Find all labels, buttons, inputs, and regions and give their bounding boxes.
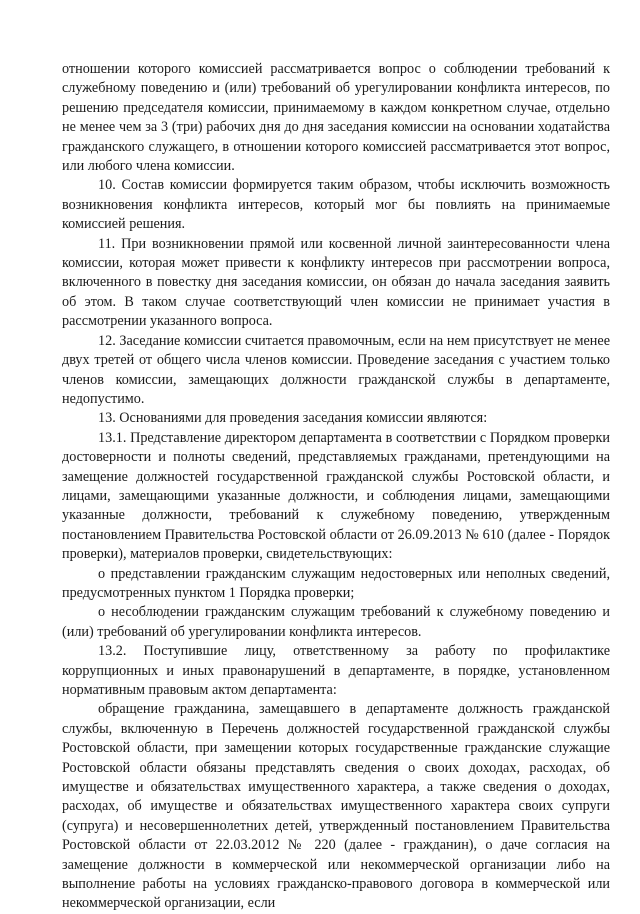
paragraph-item-13: 13. Основаниями для проведения заседания комиссии являются: [98, 410, 488, 427]
paragraph-item-12: 12. Заседание комиссии считается правомочным, если на нем присутствует не менее двух третей от общего числа членов комиссии. Проведение заседания с участием только членов комиссии, замещающих должности гражданской службы в департаменте, недопустимо. [62, 332, 610, 407]
paragraph-subitem-noncompliance: о несоблюдении гражданским служащим требований к служебному поведению и (или) требований об урегулировании конфликта интересов. [62, 604, 610, 640]
paragraph-item-13-2: 13.2. Поступившие лицу, ответственному за работу по профилактике коррупционных и иных правонарушений в департаменте, в порядке, установленном нормативным правовым актом департамента: [62, 643, 610, 698]
paragraph-citizen-appeal: обращение гражданина, замещавшего в департаменте должность гражданской службы, включенную в Перечень должностей государственной гражданской службы Ростовской области, при замещении которых государственные гражданские служащие Ростовской области обязаны представлять сведения о своих доходах, расходах, об имуществе и обязательствах имущественного характера, а также сведения о доходах, расходах, об имуществе и обязательствах имущественного характера своих супруги (супруга) и несовершеннолетних детей, утвержденный постановлением Правительства Ростовской области от 22.03.2012 № 220 (далее - гражданин), о даче согласия на замещение должности в коммерческой или некоммерческой организации либо на выполнение работы на условиях гражданско-правового договора в коммерческой или некоммерческой организации, если [62, 701, 610, 912]
paragraph-continuation: отношении которого комиссией рассматривается вопрос о соблюдении требований к служебному поведению и (или) требований об урегулировании конфликта интересов, по решению председателя комиссии, принимаемому в каждом конкретном случае, отдельно не менее чем за 3 (три) рабочих дня до дня заседания комиссии на основании ходатайства гражданского служащего, в отношении которого комиссией рассматривается этот вопрос, или любого члена комиссии. [62, 61, 610, 175]
paragraph-subitem-unreliable-info: о представлении гражданским служащим недостоверных или неполных сведений, предусмотренных пунктом 1 Порядка проверки; [62, 565, 610, 601]
paragraph-item-11: 11. При возникновении прямой или косвенной личной заинтересованности члена комиссии, которая может привести к конфликту интересов при рассмотрении вопроса, включенного в повестку дня заседания комиссии, он обязан до начала заседания заявить об этом. В таком случае соответствующий член комиссии не принимает участия в рассмотрении указанного вопроса. [62, 235, 610, 330]
paragraph-item-13-1: 13.1. Представление директором департамента в соответствии с Порядком проверки достоверности и полноты сведений, представляемых гражданами, претендующими на замещение должностей государственной гражданской службы Ростовской области, и лицами, замещающими указанные должности, и соблюдения лицами, замещающими указанные должности, требований к служебному поведению, утвержденным постановлением Правительства Ростовской области от 26.09.2013 № 610 (далее - Порядок проверки), материалов проверки, свидетельствующих: [62, 429, 610, 563]
document-page [62, 60, 610, 914]
paragraph-item-10: 10. Состав комиссии формируется таким образом, чтобы исключить возможность возникновения конфликта интересов, который мог бы повлиять на принимаемые комиссией решения. [62, 177, 610, 233]
